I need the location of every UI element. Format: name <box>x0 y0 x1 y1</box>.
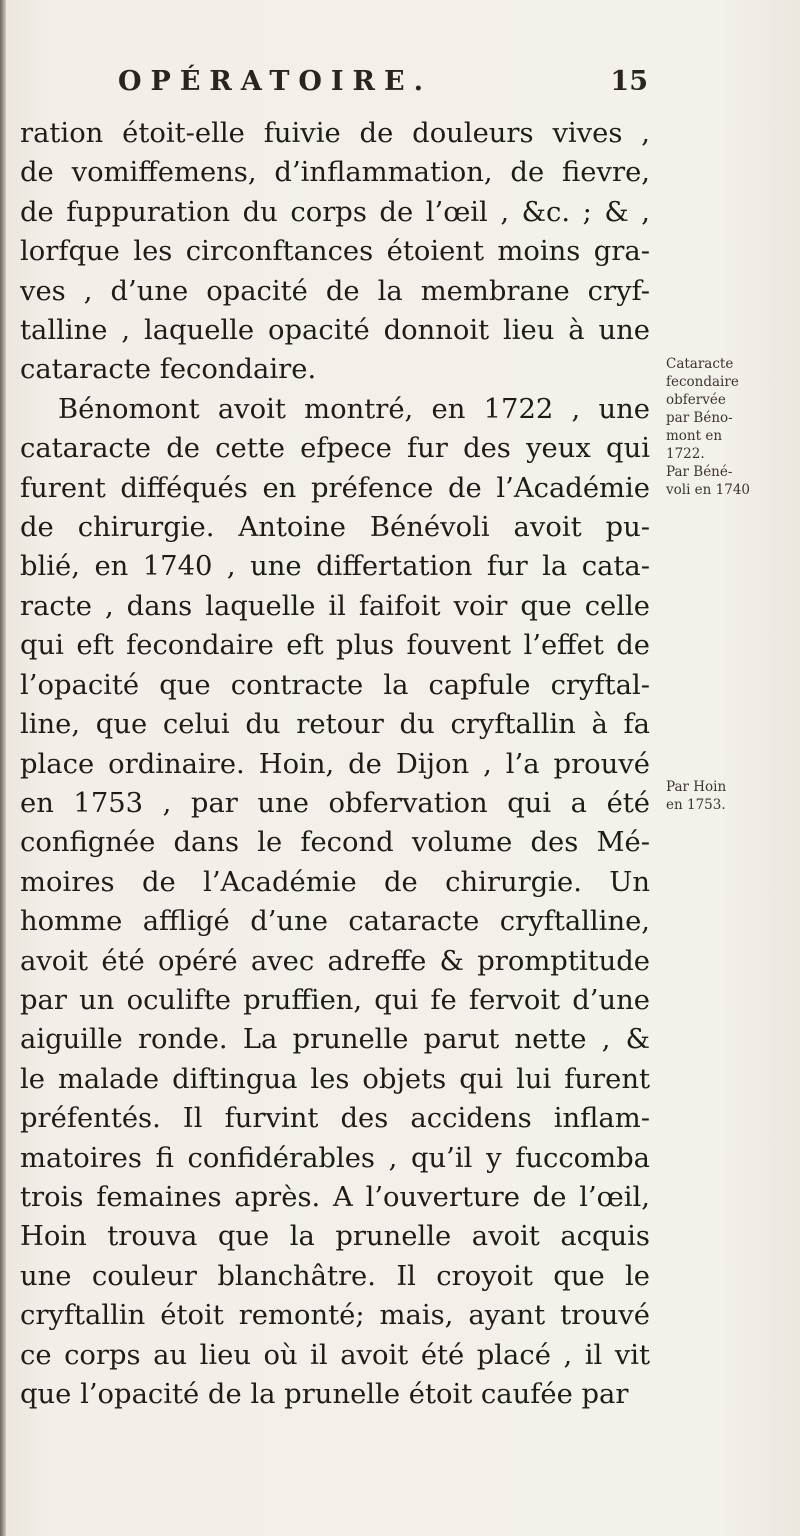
text-line: moires de l’Académie de chirurgie. Un <box>20 866 650 898</box>
text-line: Bénomont avoit montré, en 1722 , une <box>58 393 650 425</box>
text-line: aiguille ronde. La prunelle parut nette , & <box>20 1024 650 1056</box>
text-line: une couleur blanchâtre. Il croyoit que le <box>20 1260 650 1292</box>
text-line: ration étoit-elle fuivie de douleurs vives , <box>20 118 650 149</box>
text-line: l’opacité que contracte la capfule cryftal- <box>20 669 650 701</box>
text-line: confignée dans le fecond volume des Mé- <box>20 827 650 859</box>
text-line: le malade diftingua les objets qui lui furent <box>20 1063 650 1095</box>
text-line: cataracte fecondaire. <box>20 354 317 386</box>
text-line: matoires fi confidérables , qu’il y fuccomba <box>20 1142 650 1174</box>
margin-note-line: voli en 1740 <box>666 482 751 498</box>
margin-note-line: Par Béné- <box>666 464 733 480</box>
text-line: ves , d’une opacité de la membrane cryf- <box>20 275 650 307</box>
margin-note-line: par Béno- <box>666 410 733 426</box>
margin-note-line: Cataracte <box>666 356 734 372</box>
margin-note-line: en 1753. <box>666 797 726 813</box>
text-line: talline , laquelle opacité donnoit lieu à une <box>20 315 650 347</box>
page-gutter-edge <box>0 0 6 1536</box>
margin-note-line: Par Hoin <box>666 779 727 795</box>
text-line: blié, en 1740 , une differtation fur la cata- <box>20 551 650 583</box>
text-line: cataracte de cette efpece fur des yeux qui <box>20 433 650 465</box>
text-line: homme affligé d’une cataracte cryftalline, <box>20 906 650 938</box>
page-number: 15 <box>610 66 648 97</box>
text-line: place ordinaire. Hoin, de Dijon , l’a prouvé <box>20 748 650 780</box>
text-line: ce corps au lieu où il avoit été placé , il vit <box>20 1339 650 1371</box>
text-line: racte , dans laquelle il faifoit voir que celle <box>20 590 650 622</box>
margin-note-line: 1722. <box>666 446 705 462</box>
text-line: line, que celui du retour du cryftallin à fa <box>20 709 650 741</box>
text-line: qui eft fecondaire eft plus fouvent l’effet de <box>20 630 650 662</box>
running-head-title: OPÉRATOIRE. <box>118 66 432 97</box>
text-line: avoit été opéré avec adreffe & promptitude <box>20 945 650 977</box>
body-text <box>20 114 650 1414</box>
text-line: cryftallin étoit remonté; mais, ayant trouvé <box>20 1300 650 1332</box>
margin-note-line: obfervée <box>666 392 726 408</box>
text-line: que l’opacité de la prunelle étoit caufée par <box>20 1379 629 1410</box>
text-line: de chirurgie. Antoine Bénévoli avoit pu- <box>20 512 650 544</box>
margin-note-line: fecondaire <box>666 374 739 390</box>
text-line: trois femaines après. A l’ouverture de l’œil, <box>20 1181 650 1213</box>
text-line: Hoin trouva que la prunelle avoit acquis <box>20 1221 650 1253</box>
text-line: en 1753 , par une obfervation qui a été <box>20 787 650 819</box>
text-line: furent difféqués en préfence de l’Académie <box>20 472 650 504</box>
running-head <box>118 66 648 97</box>
text-line: de vomiffemens, d’inflammation, de fievre, <box>20 157 650 189</box>
text-line: de fuppuration du corps de l’œil , &c. ; & , <box>20 196 650 228</box>
text-line: par un oculifte pruffien, qui fe fervoit d’une <box>20 984 650 1016</box>
margin-note-benomont <box>666 355 794 499</box>
margin-note-hoin <box>666 778 794 814</box>
margin-note-line: mont en <box>666 428 723 444</box>
text-line: préfentés. Il furvint des accidens inflam- <box>20 1103 650 1135</box>
text-line: lorfque les circonftances étoient moins gra- <box>20 236 650 268</box>
